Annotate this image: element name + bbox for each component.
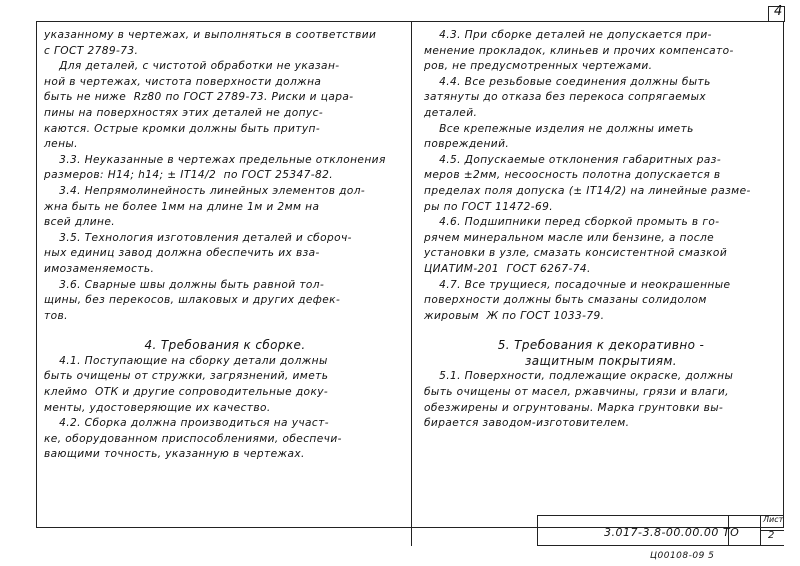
text-line: бирается заводом-изготовителем. [424,417,630,430]
text-line: меров ±2мм, несоосность полотна допускается в [424,169,721,182]
right-column [424,28,778,432]
text-line: ке, оборудованном приспособлениями, обеспечи- [44,432,342,445]
text-line: ной в чертежах, чистота поверхности должна [44,75,322,88]
text-line: ры по ГОСТ 11472-69. [424,200,554,213]
text-line: деталей. [424,106,478,119]
text-line: пределах поля допуска (± IT14/2) на линейные разме- [424,184,751,197]
text-line: с ГОСТ 2789-73. [44,44,139,57]
text-line: лены. [44,138,78,151]
text-line: затянуты до отказа без перекоса сопрягаемых [424,91,707,104]
text-line: 4.4. Все резьбовые соединения должны быть [424,75,711,88]
text-line: щины, без перекосов, шлаковых и других дефек- [44,294,341,307]
text-line: каются. Острые кромки должны быть притуп- [44,122,321,135]
text-line: 4.7. Все трущиеся, посадочные и неокрашенные [424,278,731,291]
text-line: жна быть не более 1мм на длине 1м и 2мм на [44,200,320,213]
text-line: 4.1. Поступающие на сборку детали должны [44,354,328,367]
column-divider [411,21,412,546]
archive-number: Ц00108-09 5 [650,551,715,561]
text-line: 4.2. Сборка должна производиться на участ- [44,417,329,430]
text-line: рячем минеральном масле или бензине, а после [424,231,715,244]
text-line: тов. [44,309,68,322]
text-line: пины на поверхностях этих деталей не допус- [44,106,324,119]
text-line: ЦИАТИМ-201 ГОСТ 6267-74. [424,262,591,275]
document-designation: 3.017-3.8-00.00.00 ТО [604,526,740,539]
text-line: менты, удостоверяющие их качество. [44,401,271,414]
section-4-title: 4. Требования к сборке. [144,338,306,353]
text-line: всей длине. [44,216,116,229]
text-line: 3.6. Сварные швы должны быть равной тол- [44,278,325,291]
text-line: указанному в чертежах, и выполняться в соответствии [44,29,377,41]
text-line: размеров: Н14; h14; ± IT14/2 по ГОСТ 25347-82. [44,169,334,182]
text-line: 4.3. При сборке деталей не допускается при- [424,29,712,41]
sheet-number: 4 [774,4,783,19]
text-line: вающими точность, указанную в чертежах. [44,448,305,461]
left-column [44,28,406,463]
sheet-value: 2 [768,530,775,541]
text-line: обезжирены и огрунтованы. Марка грунтовки вы- [424,401,724,414]
text-line: Для деталей, с чистотой обработки не указан- [44,60,340,73]
text-line: менение прокладок, клиньев и прочих компенсато- [424,44,734,57]
section-5-title: 5. Требования к декоративно - [497,338,705,353]
text-line: 5.1. Поверхности, подлежащие окраске, должны [424,370,734,383]
text-line: 4.6. Подшипники перед сборкой промыть в го- [424,216,720,229]
text-line: 3.5. Технология изготовления деталей и сбороч- [44,231,352,244]
text-line: 3.3. Неуказанные в чертежах предельные отклонения [44,153,386,166]
text-line: установки в узле, смазать консистентной смазкой [424,247,728,260]
text-line: повреждений. [424,138,510,151]
text-line: быть очищены от масел, ржавчины, грязи и влаги, [424,386,729,399]
section-5-title-cont: защитным покрытиям. [524,353,678,368]
text-line: 3.4. Непрямолинейность линейных элементов дол- [44,184,366,197]
text-line: жировым Ж по ГОСТ 1033-79. [424,309,605,322]
text-line: ных единиц завод должна обеспечить их вза- [44,247,320,260]
text-line: поверхности должны быть смазаны солидолом [424,294,707,307]
text-line: быть очищены от стружки, загрязнений, иметь [44,370,329,383]
text-line: Все крепежные изделия не должны иметь [424,122,694,135]
text-line: 4.5. Допускаемые отклонения габаритных раз- [424,153,722,166]
text-line: быть не ниже Rz80 по ГОСТ 2789-73. Риски и цара- [44,91,354,104]
text-line: клеймо ОТК и другие сопроводительные доку- [44,386,329,399]
text-line: ров, не предусмотренных чертежами. [424,60,653,73]
text-line: имозаменяемость. [44,262,155,275]
sheet-label: Лист [763,515,784,524]
